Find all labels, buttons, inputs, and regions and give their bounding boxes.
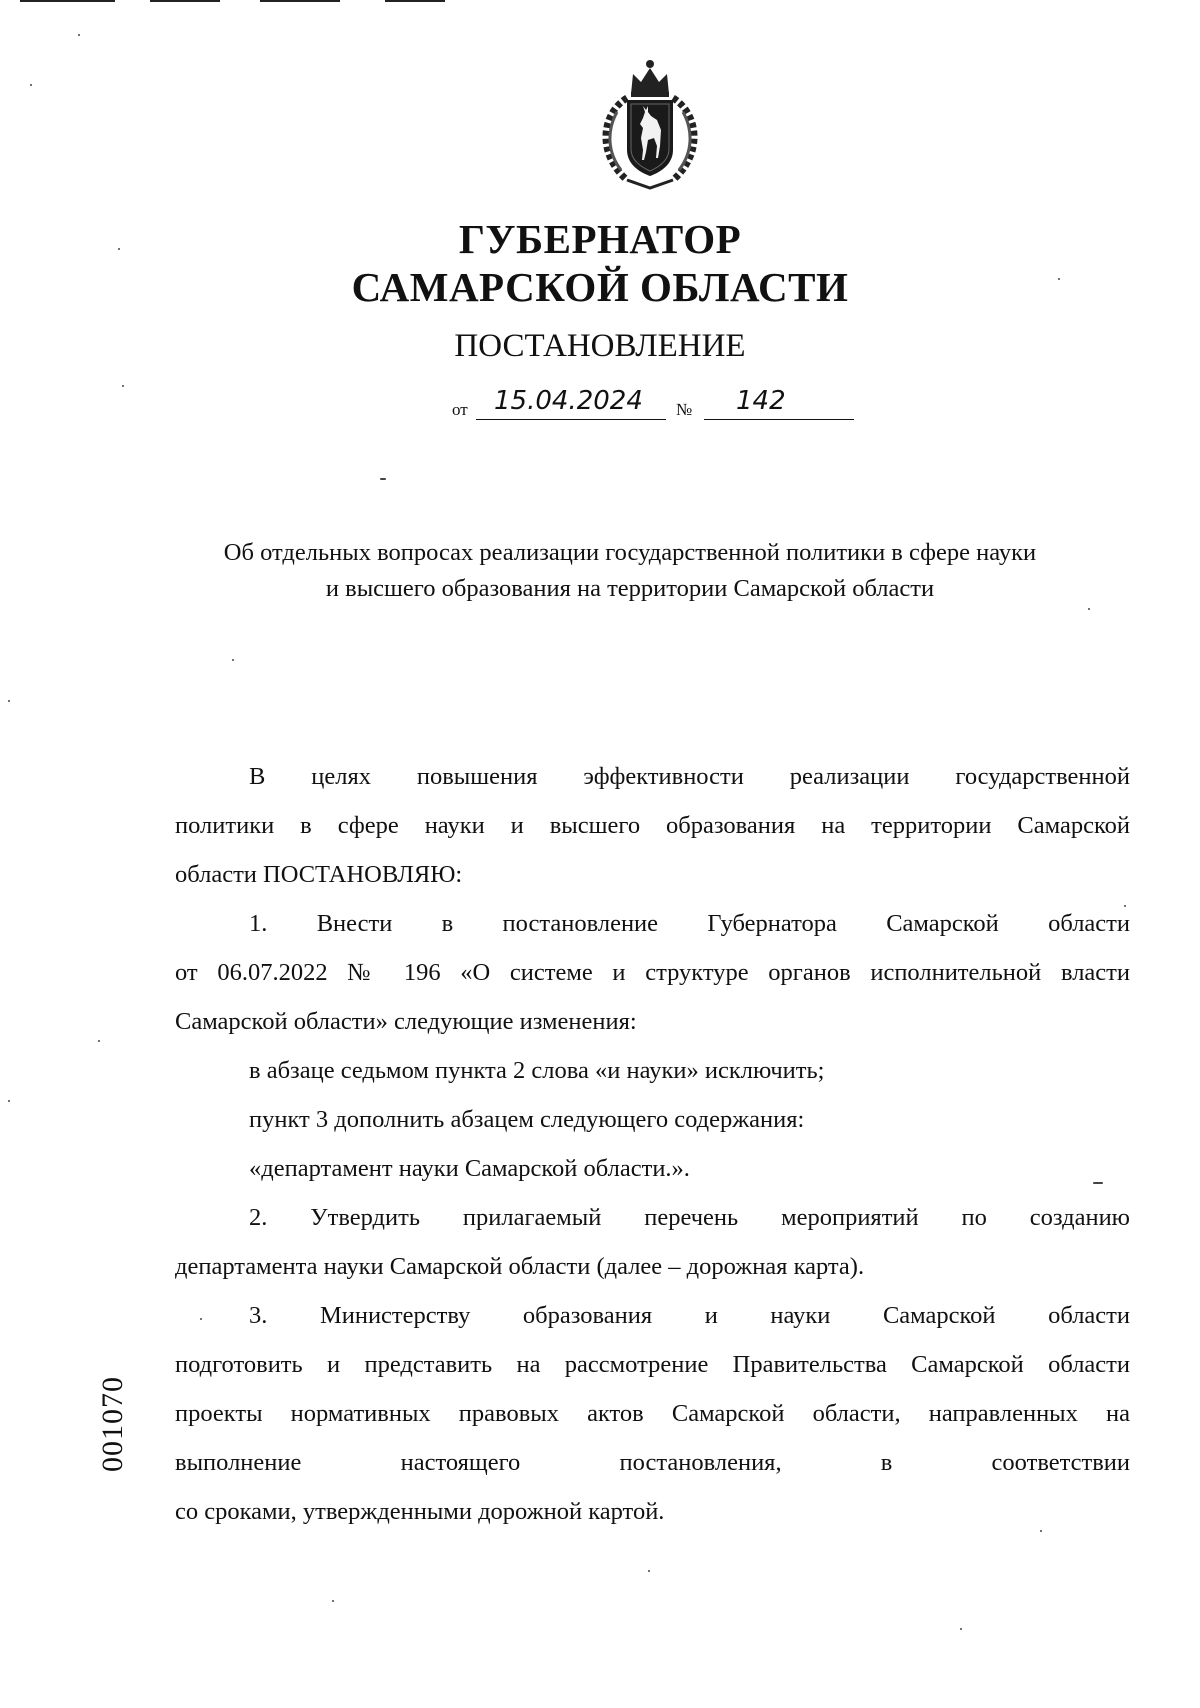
body-line: политики в сфере науки и высшего образования на территории Самарской	[175, 812, 1130, 839]
margin-serial-text: 001070	[96, 1376, 129, 1472]
body-line: от 06.07.2022 № 196 «О системе и структуре органов исполнительной власти	[175, 959, 1130, 986]
body-line: 1. Внести в постановление Губернатора Самарской области	[249, 910, 1130, 937]
scan-speck	[78, 34, 80, 36]
scan-edge-line	[20, 0, 115, 2]
scan-speck	[332, 1600, 334, 1602]
date-label: от	[452, 400, 468, 419]
issuer-title-line2: САМАРСКОЙ ОБЛАСТИ	[351, 264, 849, 310]
body-line: со сроками, утвержденными дорожной картой.	[175, 1498, 665, 1525]
scan-speck	[380, 478, 386, 480]
scan-speck	[1058, 278, 1060, 280]
body-line: подготовить и представить на рассмотрение Правительства Самарской области	[175, 1351, 1130, 1378]
scan-speck	[98, 1040, 100, 1042]
number-field: 142	[704, 384, 854, 420]
scan-speck	[960, 1628, 962, 1630]
scan-speck	[1088, 608, 1090, 610]
scan-edge-line	[150, 0, 220, 2]
scan-edge-line	[260, 0, 340, 2]
body-line: «департамент науки Самарской области.».	[249, 1155, 690, 1182]
body-line: департамента науки Самарской области (далее – дорожная карта).	[175, 1253, 865, 1280]
scan-speck	[1040, 1530, 1042, 1532]
scan-speck	[232, 659, 234, 661]
body-line: области ПОСТАНОВЛЯЮ:	[175, 861, 463, 888]
document-subject	[150, 535, 1110, 607]
scan-speck	[648, 1570, 650, 1572]
scan-speck	[118, 248, 120, 250]
document-body	[175, 752, 1130, 1536]
scan-speck	[200, 1318, 202, 1320]
body-line: 2. Утвердить прилагаемый перечень мероприятий по созданию	[249, 1204, 1130, 1231]
scan-speck	[8, 700, 10, 702]
body-line: Самарской области» следующие изменения:	[175, 1008, 637, 1035]
body-line: в абзаце седьмом пункта 2 слова «и науки» исключить;	[249, 1057, 825, 1084]
scan-speck	[30, 84, 32, 86]
scan-speck	[1124, 905, 1126, 907]
date-field: 15.04.2024	[476, 384, 666, 420]
body-line: 3. Министерству образования и науки Самарской области	[249, 1302, 1130, 1329]
issuer-title-line1: ГУБЕРНАТОР	[458, 216, 742, 262]
body-line: пункт 3 дополнить абзацем следующего содержания:	[249, 1106, 805, 1133]
body-line: проекты нормативных правовых актов Самарской области, направленных на	[175, 1400, 1130, 1427]
scan-speck	[122, 385, 124, 387]
subject-line1: Об отдельных вопросах реализации государственной политики в сфере науки	[223, 539, 1037, 566]
number-label: №	[676, 400, 693, 419]
body-line: В целях повышения эффективности реализации государственной	[249, 763, 1130, 790]
document-type: ПОСТАНОВЛЕНИЕ	[454, 328, 746, 364]
samara-coat-of-arms-icon	[587, 54, 713, 192]
body-line: выполнение настоящего постановления, в соответствии	[175, 1449, 1130, 1476]
subject-line2: и высшего образования на территории Самарской области	[325, 575, 935, 602]
scan-edge-line	[385, 0, 445, 2]
scan-speck	[8, 1100, 10, 1102]
scan-speck	[1093, 1182, 1103, 1184]
